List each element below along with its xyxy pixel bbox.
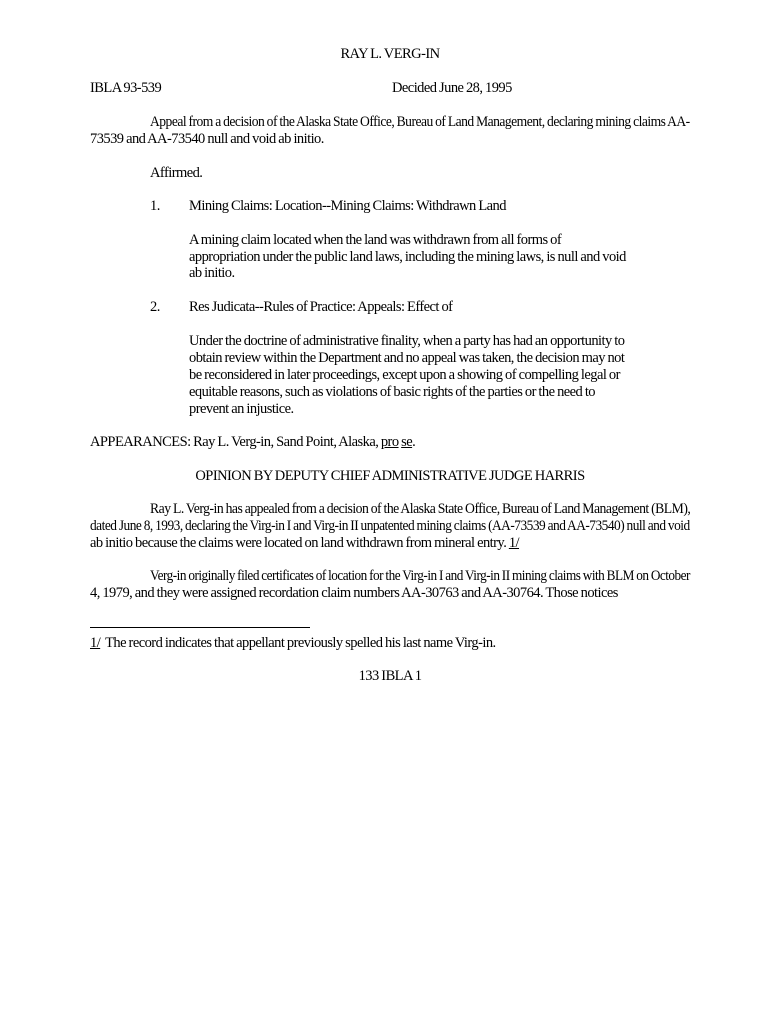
headnote-text-line: A mining claim located when the land was withdrawn from all forms of bbox=[189, 232, 562, 248]
opinion-paragraph-line: Ray L. Verg-in has appealed from a decision of the Alaska State Office, Bureau of Land Management (BLM), bbox=[150, 501, 691, 517]
headnote-text-line: equitable reasons, such as violations of basic rights of the parties or the need to bbox=[189, 384, 595, 400]
headnote-number: 1. bbox=[150, 198, 160, 214]
opinion-text: ab initio because the claims were located on land withdrawn from mineral entry. bbox=[90, 535, 507, 551]
decision-date: Decided June 28, 1995 bbox=[392, 80, 512, 96]
headnote-number: 2. bbox=[150, 299, 160, 315]
footnote-text: The record indicates that appellant previously spelled his last name Virg-in. bbox=[105, 635, 496, 651]
headnote-text-line: appropriation under the public land laws, including the mining laws, is null and void bbox=[189, 249, 626, 265]
pro-term: pro bbox=[380, 434, 399, 450]
opinion-paragraph-line: 4, 1979, and they were assigned recordation claim numbers AA-30763 and AA-30764. Those notices bbox=[90, 585, 618, 601]
case-title: RAY L. VERG-IN bbox=[340, 46, 440, 62]
document-page bbox=[90, 0, 690, 1024]
headnote-topic: Mining Claims: Location--Mining Claims: Withdrawn Land bbox=[189, 198, 506, 214]
appeal-summary-line: Appeal from a decision of the Alaska State Office, Bureau of Land Management, declaring mining claims AA- bbox=[150, 114, 690, 130]
opinion-heading: OPINION BY DEPUTY CHIEF ADMINISTRATIVE JUDGE HARRIS bbox=[195, 468, 585, 484]
docket-number: IBLA 93-539 bbox=[90, 80, 162, 96]
headnote-text-line: ab initio. bbox=[189, 265, 235, 281]
footnote bbox=[90, 635, 496, 652]
headnote-text-line: obtain review within the Department and no appeal was taken, the decision may not bbox=[189, 350, 625, 366]
disposition: Affirmed. bbox=[150, 165, 203, 181]
opinion-paragraph-line: Verg-in originally filed certificates of location for the Virg-in I and Virg-in II mining claims with BLM on October bbox=[150, 568, 690, 584]
footnote-reference[interactable]: 1/ bbox=[508, 535, 520, 551]
appeal-summary-line: 73539 and AA-73540 null and void ab initio. bbox=[90, 131, 324, 147]
headnote-text-line: be reconsidered in later proceedings, except upon a showing of compelling legal or bbox=[189, 367, 620, 383]
headnote-topic: Res Judicata--Rules of Practice: Appeals: Effect of bbox=[189, 299, 453, 315]
footnote-mark: 1/ bbox=[90, 635, 101, 651]
footnote-separator bbox=[90, 627, 310, 628]
headnote-text-line: prevent an injustice. bbox=[189, 401, 294, 417]
page-number: 133 IBLA 1 bbox=[358, 668, 422, 684]
appearances-text: APPEARANCES: Ray L. Verg-in, Sand Point, Alaska, bbox=[90, 434, 379, 450]
se-term: se bbox=[401, 434, 413, 450]
appearances-end: . bbox=[412, 434, 416, 450]
opinion-paragraph-line bbox=[90, 535, 519, 552]
opinion-paragraph-line: dated June 8, 1993, declaring the Virg-in I and Virg-in II unpatented mining claims (AA-73539 and AA-73540) null and void bbox=[90, 518, 690, 534]
appearances bbox=[90, 434, 415, 451]
headnote-text-line: Under the doctrine of administrative finality, when a party has had an opportunity to bbox=[189, 333, 625, 349]
